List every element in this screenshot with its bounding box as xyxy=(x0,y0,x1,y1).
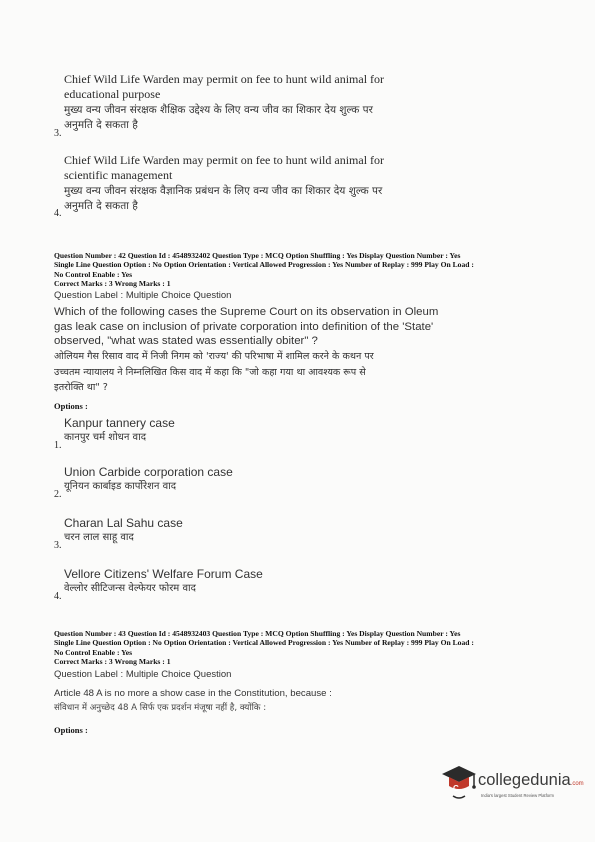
question-43-label: Question Label : Multiple Choice Question xyxy=(54,669,232,680)
option-text-en: Union Carbide corporation case xyxy=(64,465,233,479)
question-42-text-en: Which of the following cases the Supreme Court on its observation in Oleum gas leak case on inclusion of private corporation into definition of the 'State' observed, "what was stated was essentially obiter" ? xyxy=(54,306,439,347)
option-text-hi: वेल्लोर सीटिजन्स वेल्फेयर फोरम वाद xyxy=(64,583,196,594)
options-heading: Options : xyxy=(54,725,88,735)
option-number: 1. xyxy=(54,440,62,451)
question-43-meta: Question Number : 43 Question Id : 4548932403 Question Type : MCQ Option Shuffling : Yes Display Question Number : Yes Single Line Question Option : No Option Orientation : Vertical Allowed Progression : Yes Number of Replay : 999 Play On Load : No Control Enable : Yes Correct Marks : 3 Wrong Marks : 1 xyxy=(54,629,474,667)
question-42-label: Question Label : Multiple Choice Question xyxy=(54,290,232,301)
question-43-text-hi: संविधान में अनुच्छेद 48 A सिर्फ एक प्रदर्शन मंजूषा नहीं है, क्योंकि : xyxy=(54,703,267,713)
option-number: 3. xyxy=(54,540,62,551)
collegedunia-logo xyxy=(440,762,584,808)
question-42-meta: Question Number : 42 Question Id : 4548932402 Question Type : MCQ Option Shuffling : Yes Display Question Number : Yes Single Line Question Option : No Option Orientation : Vertical Allowed Progression : Yes Number of Replay : 999 Play On Load : No Control Enable : Yes Correct Marks : 3 Wrong Marks : 1 xyxy=(54,251,474,289)
option-text-hi: चरन लाल साहू वाद xyxy=(64,532,134,543)
option-number: 4. xyxy=(54,208,62,219)
svg-text:C: C xyxy=(453,784,459,793)
option-text-hi: मुख्य वन्य जीवन संरक्षक वैज्ञानिक प्रबंधन के लिए वन्य जीव का शिकार देय शुल्क पर अनुमति दे सकता है xyxy=(64,185,383,212)
option-text-hi: यूनियन कार्बाइड कार्पोरेशन वाद xyxy=(64,481,177,492)
logo-wordmark: collegedunia.com xyxy=(478,771,584,789)
logo-tagline: India's largest Student Review Platform xyxy=(481,793,554,798)
option-text-en: Charan Lal Sahu case xyxy=(64,516,183,530)
question-43-text-en: Article 48 A is no more a show case in the Constitution, because : xyxy=(54,688,332,699)
option-number: 3. xyxy=(54,128,62,139)
options-heading: Options : xyxy=(54,401,88,411)
option-number: 2. xyxy=(54,489,62,500)
graduate-cap-icon xyxy=(440,762,478,802)
option-text-en: Chief Wild Life Warden may permit on fee to hunt wild animal for scientific management xyxy=(64,153,385,182)
option-text-en: Vellore Citizens' Welfare Forum Case xyxy=(64,567,263,581)
option-text-en: Chief Wild Life Warden may permit on fee to hunt wild animal for educational purpose xyxy=(64,72,385,101)
question-42-text-hi: ओलियम गैस रिसाव वाद में निजी निगम को 'राज्य' की परिभाषा में शामिल करने के कथन पर उच्चतम न्यायालय ने निम्नलिखित किस वाद में कहा कि "जो कहा गया था आवश्यक रूप से इतरोक्ति था" ? xyxy=(54,351,374,393)
option-text-hi: कानपुर चर्म शोधन वाद xyxy=(64,432,147,443)
option-number: 4. xyxy=(54,591,62,602)
option-text-en: Kanpur tannery case xyxy=(64,416,175,430)
option-text-hi: मुख्य वन्य जीवन संरक्षक शैक्षिक उद्देश्य के लिए वन्य जीव का शिकार देय शुल्क पर अनुमति दे सकता है xyxy=(64,104,373,131)
